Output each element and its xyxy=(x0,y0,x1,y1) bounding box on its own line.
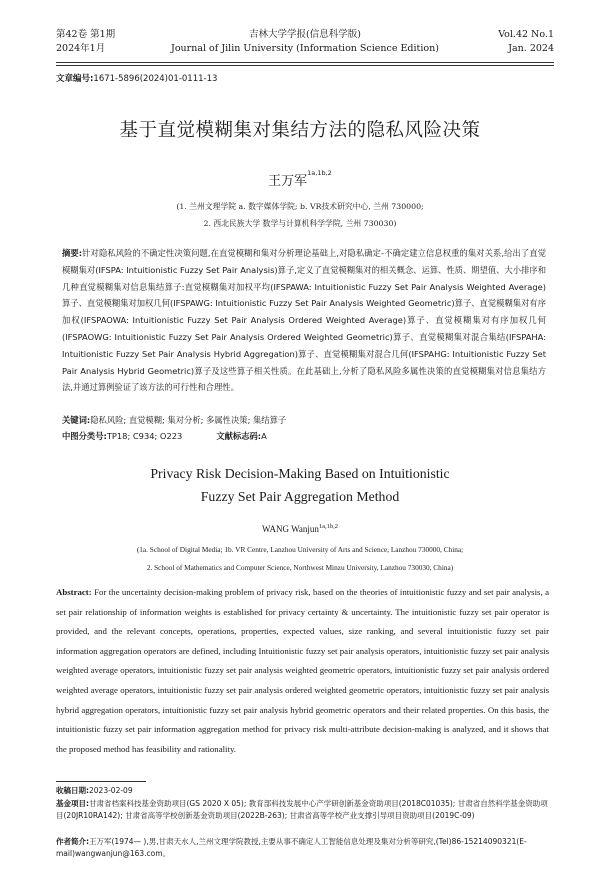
footnote-rule xyxy=(56,781,146,782)
english-author xyxy=(0,524,600,534)
chinese-affiliation xyxy=(0,198,600,232)
fund-value: 甘肃省档案科技基金资助项目(GS 2020 X 05); 教育部科技发展中心产学研创新基金资助项目(2018C01035); 甘肃省自然科学基金资助项目(20JR10RA142); 甘肃省高等学校创新基金资助项目(2022B-263); 甘肃省高等学校产业支撑引导项目资助项目(2019C-09) xyxy=(56,799,548,821)
author-superscript: 1a,1b,2 xyxy=(318,523,338,530)
english-title-line: Fuzzy Set Pair Aggregation Method xyxy=(200,489,400,504)
affiliation-line: (1a. School of Digital Media; 1b. VR Centre, Lanzhou University of Arts and Science, Lanzhou 730000, China; xyxy=(136,545,464,554)
clc-label: 中图分类号: xyxy=(62,431,107,441)
article-number-value: 1671-5896(2024)01-0111-13 xyxy=(93,74,218,84)
header-right xyxy=(498,28,554,56)
english-title xyxy=(0,462,600,508)
volume-number-en: Vol.42 No.1 xyxy=(498,29,554,40)
running-header xyxy=(56,28,554,60)
keywords-text: 隐私风险; 直觉模糊; 集对分析; 多属性决策; 集结算子 xyxy=(90,415,287,425)
journal-name-cn: 吉林大学学报(信息科学版) xyxy=(249,29,361,40)
header-center xyxy=(56,28,554,56)
doc-code-label: 文献标志码: xyxy=(216,431,262,441)
affiliation-line: 2. 西北民族大学 数学与计算机科学学院, 兰州 730030) xyxy=(203,219,397,228)
english-abstract xyxy=(56,583,549,759)
keywords-label: 关键词: xyxy=(62,415,91,425)
author-name: WANG Wanjun xyxy=(262,524,319,534)
issue-date: 2024年1月 xyxy=(56,43,106,54)
article-number xyxy=(56,72,217,84)
fund-info xyxy=(56,798,549,823)
abstract-label: Abstract: xyxy=(56,587,92,597)
english-affiliation xyxy=(0,541,600,577)
received-date xyxy=(56,785,549,797)
affiliation-line: (1. 兰州文理学院 a. 数字媒体学院; b. VR技术研究中心, 兰州 730000; xyxy=(176,202,424,211)
abstract-text: 针对隐私风险的不确定性决策问题,在直觉模糊和集对分析理论基础上,对隐私确定-不确定建立信息权重的集对关系,给出了直觉模糊集对(IFSPA: Intuitionistic Fuzzy Set Pair Analysis)算子,定义了直觉模糊集对的相关概念、运算、性质、期望值、大小排序和几种直觉模糊集对信息集结算子:直觉模糊集对加权平均(IFSPAWA: Intuitionistic Fuzzy Set Pair Analysis Weighted Average)算子、直觉模糊集对加权几何(IFSPAWG: Intuitionistic Fuzzy Set Pair Analysis Weighted Geometric)算子、直觉模糊集对有序加权(IFSPAOWA: Intuitionistic Fuzzy Set Pair Analysis Ordered Weighted Average)算子、直觉模糊集对有序加权几何(IFSPAOWG: Intuitionistic Fuzzy Set Pair Analysis Ordered Weighted Geometric)算子、直觉模糊集对混合集结(IFSPAHA: Intuitionistic Fuzzy Set Pair Analysis Hybrid Aggregation)算子、直觉模糊集对混合几何(IFSPAHG: Intuitionistic Fuzzy Set Pair Analysis Hybrid Geometric)算子及这些算子相关性质。在此基础上,分析了隐私风险多属性决策的直觉模糊集对信息集结方法,并通过算例验证了该方法的可行性和合理性。 xyxy=(62,248,546,393)
abstract-text: For the uncertainty decision-making problem of privacy risk, based on the theories of intuitionistic fuzzy and set pair analysis, a set pair relationship of information weights is established for privacy certainty & uncertainty. The intuitionistic fuzzy set pair operator is provided, and the relevant concepts, operations, properties, expected values, size ranking, and several intuitionistic fuzzy set pair information aggregation operators are defined, including Intuitionistic fuzzy set pair analysis operators, intuitionistic fuzzy set pair analysis weighted average operators, intuitionistic fuzzy set pair analysis weighted geometric operators, intuitionistic fuzzy set pair analysis ordered weighted average operators, intuitionistic fuzzy set pair analysis ordered weighted geometric operators, intuitionistic fuzzy set pair analysis hybrid aggregation operators, intuitionistic fuzzy set pair analysis hybrid geometric operators and their related properties. On this basis, the intuitionistic fuzzy set pair information aggregation method for privacy risk multi-attribute decision-making is analyzed, and it shows that the proposed method has feasibility and rationality. xyxy=(56,587,549,754)
author-bio-label: 作者简介: xyxy=(56,837,89,846)
volume-issue: 第42卷 第1期 xyxy=(56,29,116,40)
author-name: 王万军 xyxy=(268,174,308,189)
abstract-label: 摘要: xyxy=(62,248,83,258)
journal-name-en: Journal of Jilin University (Information Science Edition) xyxy=(171,43,439,54)
date-en: Jan. 2024 xyxy=(508,43,554,54)
clc-value: TP18; C934; O223 xyxy=(106,431,183,441)
affiliation-line: 2. School of Mathematics and Computer Science, Northwest Minzu University, Lanzhou 730030, China) xyxy=(146,563,454,572)
article-number-label: 文章编号: xyxy=(56,74,94,84)
chinese-author xyxy=(0,170,600,189)
header-rule-2 xyxy=(56,65,554,66)
author-superscript: 1a,1b,2 xyxy=(307,169,332,177)
english-title-line: Privacy Risk Decision-Making Based on Intuitionistic xyxy=(150,466,450,481)
fund-label: 基金项目: xyxy=(56,799,89,808)
received-label: 收稿日期: xyxy=(56,786,89,795)
author-bio xyxy=(56,836,549,861)
classification xyxy=(62,428,546,444)
received-value: 2023-02-09 xyxy=(89,786,133,795)
doc-code-value: A xyxy=(261,431,267,441)
author-bio-value: 王万军(1974— ),男,甘肃天水人,兰州文理学院教授,主要从事不确定人工智能信息处理及集对分析等研究,(Tel)86-15214090321(E-mail)wangwanjun@163.com。 xyxy=(56,837,527,859)
chinese-abstract xyxy=(62,245,546,396)
chinese-keywords xyxy=(62,412,546,428)
header-rule xyxy=(56,62,554,63)
chinese-title: 基于直觉模糊集对集结方法的隐私风险决策 xyxy=(119,120,481,141)
